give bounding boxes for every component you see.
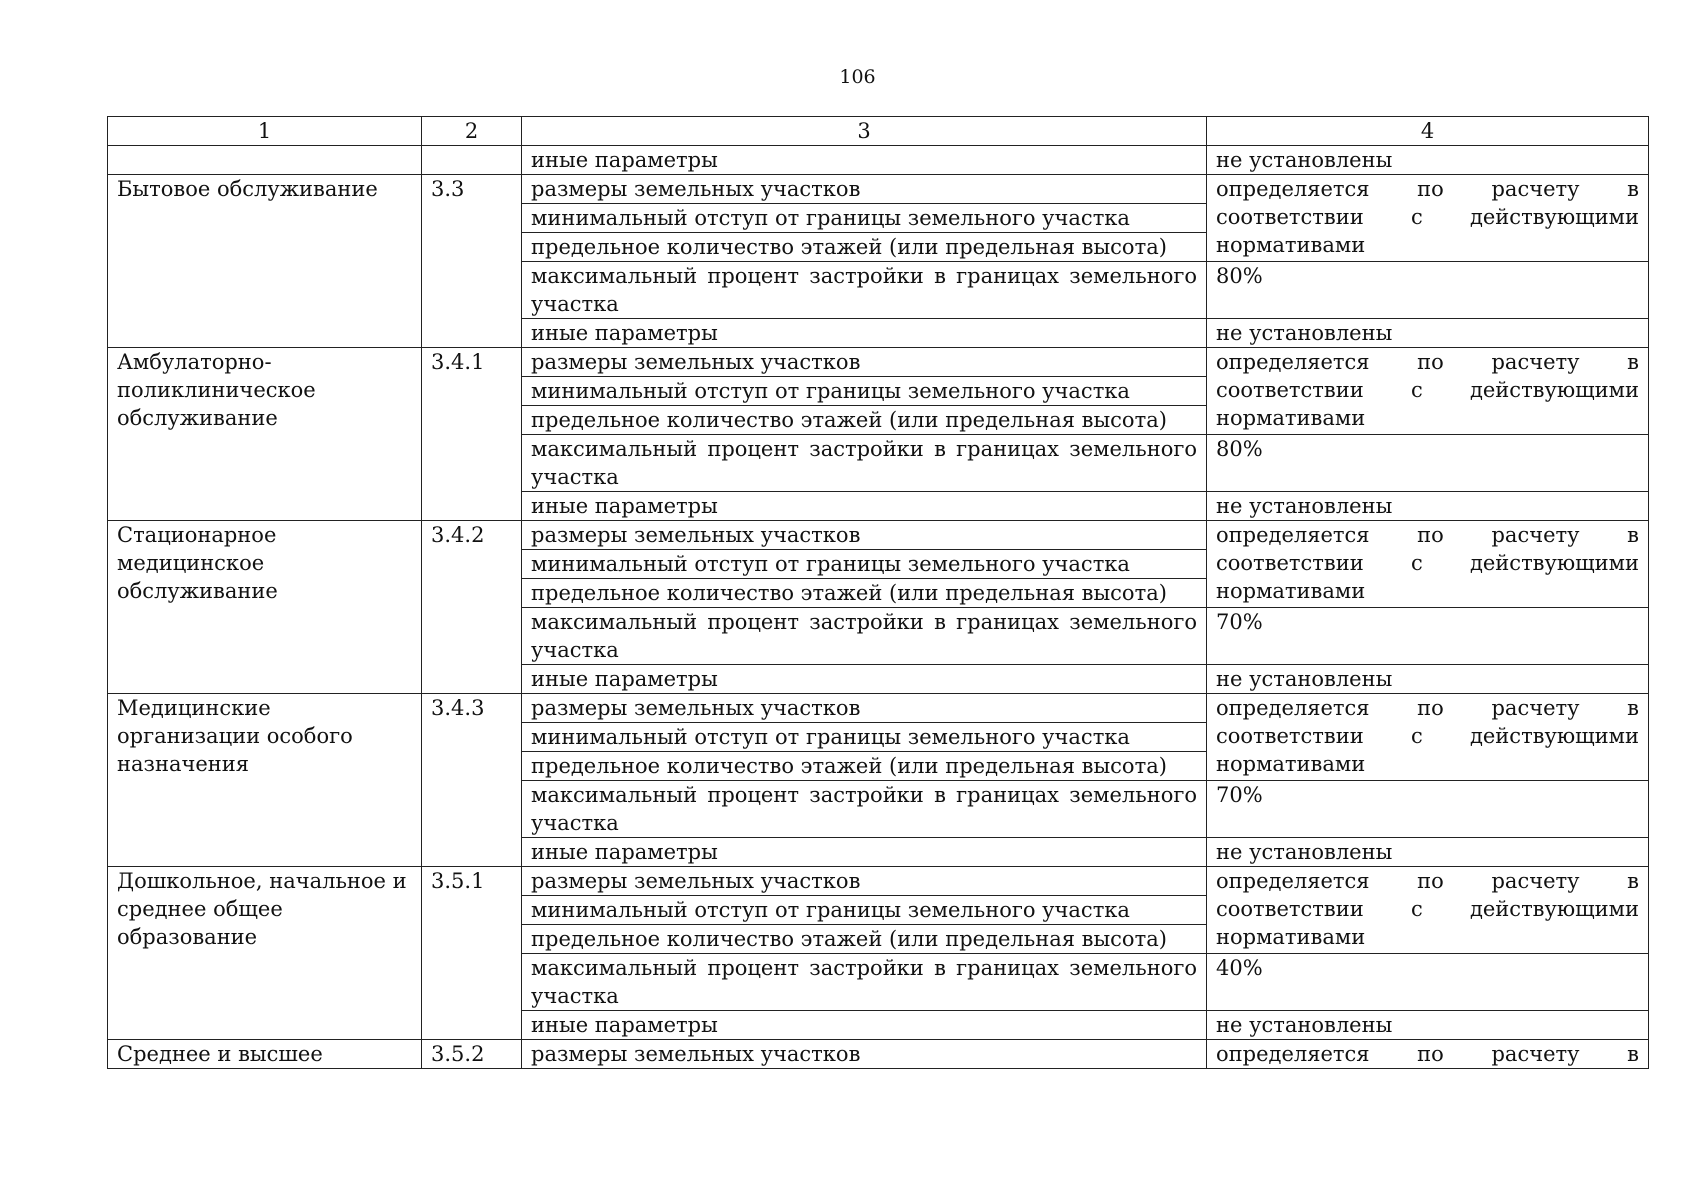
value-line: определяется по расчету в (1216, 177, 1639, 201)
value-line: определяется по расчету в (1216, 350, 1639, 374)
page-number: 106 (839, 66, 876, 88)
value-cell-norm (1207, 1040, 1649, 1069)
value-line: соответствии с действующими (1216, 205, 1639, 229)
value-cell: не установлены (1207, 665, 1649, 694)
value-line: соответствии с действующими (1216, 551, 1639, 575)
use-code-cell: 3.4.1 (422, 348, 522, 521)
use-code-cell: 3.4.2 (422, 521, 522, 694)
param-cell: предельное количество этажей (или предельная высота) (522, 752, 1207, 781)
value-line: нормативами (1216, 925, 1366, 949)
use-code-cell: 3.4.3 (422, 694, 522, 867)
param-cell: предельное количество этажей (или предельная высота) (522, 233, 1207, 262)
value-cell-norm (1207, 521, 1649, 608)
value-line: нормативами (1216, 406, 1366, 430)
param-cell: минимальный отступ от границы земельного участка (522, 550, 1207, 579)
param-cell: размеры земельных участков (522, 175, 1207, 204)
param-cell: минимальный отступ от границы земельного участка (522, 896, 1207, 925)
value-cell-pct: 70% (1207, 781, 1649, 838)
value-cell: не установлены (1207, 319, 1649, 348)
param-cell: минимальный отступ от границы земельного участка (522, 204, 1207, 233)
table-row (108, 175, 1649, 204)
use-name-cell: Амбулаторно-поликлиническое обслуживание (108, 348, 422, 521)
column-header-2: 2 (422, 117, 522, 146)
column-header-4: 4 (1207, 117, 1649, 146)
use-code-cell: 3.3 (422, 175, 522, 348)
param-cell: размеры земельных участков (522, 694, 1207, 723)
param-cell: минимальный отступ от границы земельного участка (522, 723, 1207, 752)
value-cell-norm (1207, 867, 1649, 954)
table-row (108, 1040, 1649, 1069)
value-line: определяется по расчету в (1216, 869, 1639, 893)
value-cell-norm (1207, 348, 1649, 435)
land-use-parameters-table (107, 116, 1649, 1069)
param-cell: иные параметры (522, 838, 1207, 867)
value-cell-norm (1207, 694, 1649, 781)
value-cell: не установлены (1207, 838, 1649, 867)
table-row (108, 348, 1649, 377)
param-text: максимальный процент застройки в границах земельного участка (531, 956, 1197, 1008)
value-line: нормативами (1216, 752, 1366, 776)
value-line: соответствии с действующими (1216, 724, 1639, 748)
use-name-cell (108, 146, 422, 175)
use-code-cell: 3.5.2 (422, 1040, 522, 1069)
use-name-cell: Среднее и высшее (108, 1040, 422, 1069)
value-line: соответствии с действующими (1216, 897, 1639, 921)
value-line: нормативами (1216, 579, 1366, 603)
use-name-cell: Медицинские организации особого назначения (108, 694, 422, 867)
param-cell: размеры земельных участков (522, 521, 1207, 550)
value-cell-pct: 80% (1207, 435, 1649, 492)
param-cell (522, 262, 1207, 319)
value-cell: не установлены (1207, 492, 1649, 521)
value-line: определяется по расчету в (1216, 1042, 1639, 1066)
use-code-cell: 3.5.1 (422, 867, 522, 1040)
param-cell: иные параметры (522, 146, 1207, 175)
param-cell: размеры земельных участков (522, 1040, 1207, 1069)
table-row (108, 694, 1649, 723)
param-cell: предельное количество этажей (или предельная высота) (522, 925, 1207, 954)
param-cell (522, 781, 1207, 838)
value-cell-pct: 80% (1207, 262, 1649, 319)
value-cell: не установлены (1207, 146, 1649, 175)
param-cell: иные параметры (522, 665, 1207, 694)
value-cell: не установлены (1207, 1011, 1649, 1040)
table-row (108, 521, 1649, 550)
value-line: соответствии с действующими (1216, 378, 1639, 402)
use-name-cell: Бытовое обслуживание (108, 175, 422, 348)
param-cell: размеры земельных участков (522, 348, 1207, 377)
column-header-3: 3 (522, 117, 1207, 146)
param-cell (522, 954, 1207, 1011)
param-cell: размеры земельных участков (522, 867, 1207, 896)
param-cell (522, 435, 1207, 492)
value-line: определяется по расчету в (1216, 696, 1639, 720)
use-code-cell (422, 146, 522, 175)
column-header-1: 1 (108, 117, 422, 146)
value-cell-pct: 40% (1207, 954, 1649, 1011)
param-text: максимальный процент застройки в границах земельного участка (531, 264, 1197, 316)
param-cell: минимальный отступ от границы земельного участка (522, 377, 1207, 406)
param-text: максимальный процент застройки в границах земельного участка (531, 783, 1197, 835)
param-cell: иные параметры (522, 1011, 1207, 1040)
table-header-row (108, 117, 1649, 146)
param-cell (522, 608, 1207, 665)
value-line: определяется по расчету в (1216, 523, 1639, 547)
use-name-cell: Дошкольное, начальное и среднее общее образование (108, 867, 422, 1040)
value-line: нормативами (1216, 233, 1366, 257)
table-row (108, 867, 1649, 896)
continuation-row (108, 146, 1649, 175)
param-text: максимальный процент застройки в границах земельного участка (531, 437, 1197, 489)
use-name-cell: Стационарное медицинское обслуживание (108, 521, 422, 694)
value-cell-pct: 70% (1207, 608, 1649, 665)
param-cell: иные параметры (522, 492, 1207, 521)
param-text: максимальный процент застройки в границах земельного участка (531, 610, 1197, 662)
value-cell-norm (1207, 175, 1649, 262)
param-cell: предельное количество этажей (или предельная высота) (522, 406, 1207, 435)
param-cell: иные параметры (522, 319, 1207, 348)
param-cell: предельное количество этажей (или предельная высота) (522, 579, 1207, 608)
